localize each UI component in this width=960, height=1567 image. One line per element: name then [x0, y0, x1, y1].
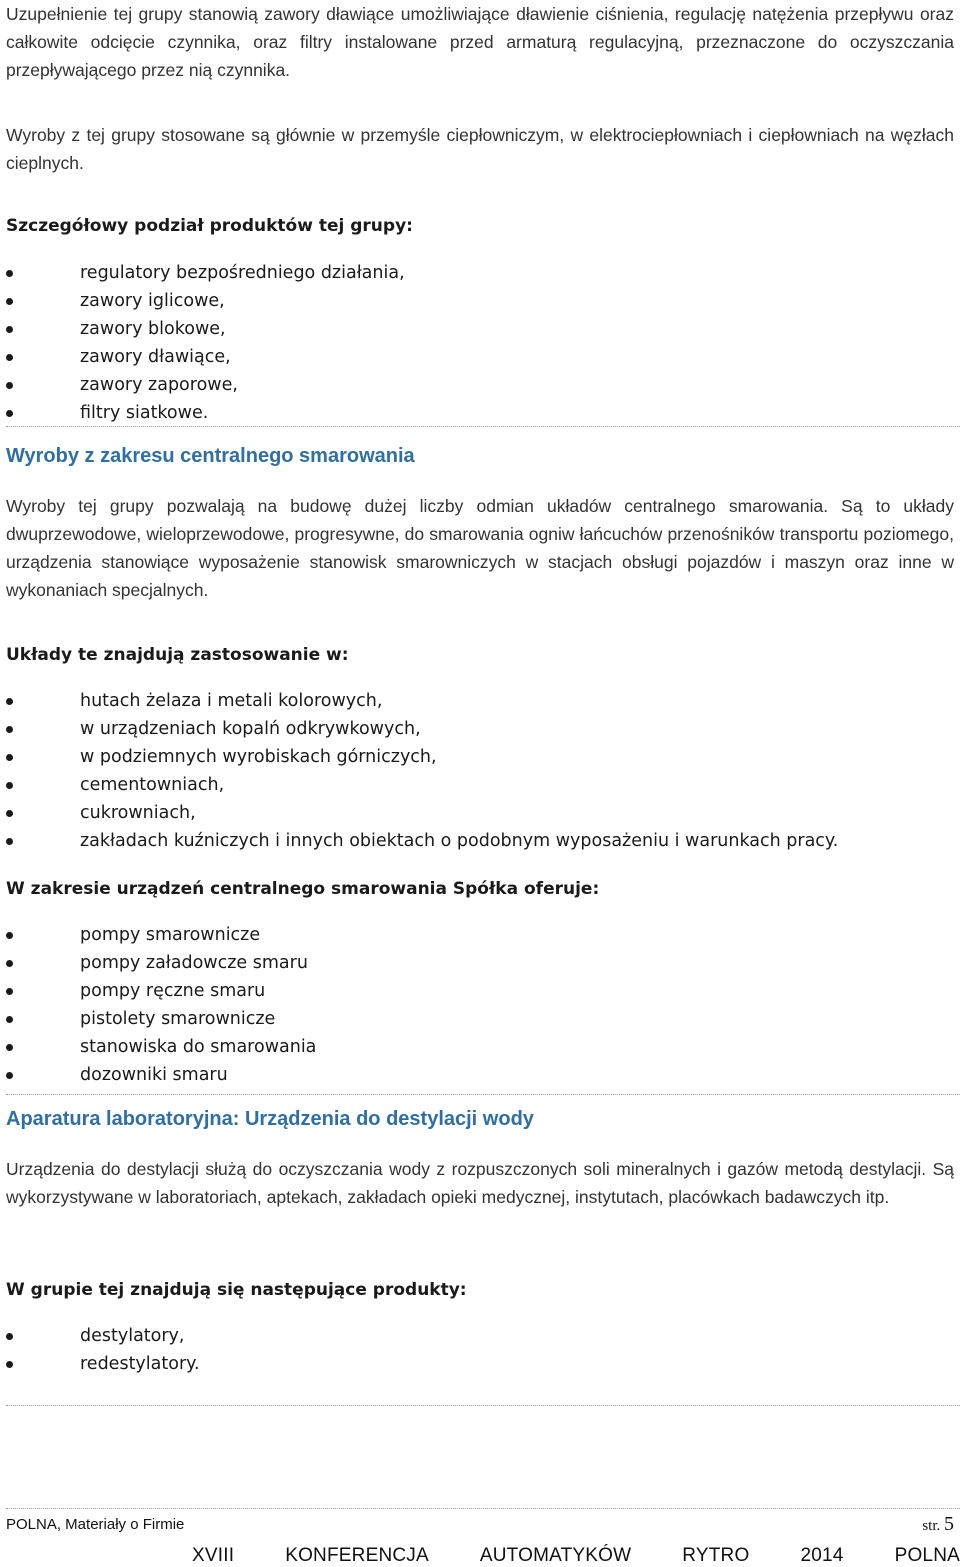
- bullet-icon: [6, 410, 13, 417]
- bullet-icon: [6, 726, 13, 733]
- bullet-icon: [6, 988, 13, 995]
- conference-word: XVIII: [192, 1545, 235, 1566]
- conference-word: RYTRO: [682, 1545, 750, 1566]
- conference-word: AUTOMATYKÓW: [479, 1545, 632, 1566]
- list-item: zawory iglicowe,: [6, 287, 405, 315]
- usage-paragraph: Wyroby z tej grupy stosowane są głównie w przemyśle ciepłowniczym, w elektrociepłowniach i ciepłowniach na węzłach cieplnych.: [6, 125, 954, 173]
- list-item: zawory dławiące,: [6, 343, 405, 371]
- bullet-icon: [6, 1044, 13, 1051]
- bullet-icon: [6, 932, 13, 939]
- bullet-icon: [6, 782, 13, 789]
- bullet-icon: [6, 838, 13, 845]
- section-divider: [6, 426, 960, 427]
- bullet-icon: [6, 1333, 13, 1340]
- conference-word: KONFERENCJA: [285, 1545, 429, 1566]
- lab-paragraph: Urządzenia do destylacji służą do oczyszczania wody z rozpuszczonych soli mineralnych i gazów metodą destylacji. Są wykorzystywane w laboratoriach, aptekach, zakładach opieki medycznej, instytutach, placówkach badawczych itp.: [6, 1159, 954, 1207]
- list-item: dozowniki smaru: [6, 1061, 316, 1089]
- section-title-lubrication: Wyroby z zakresu centralnego smarowania: [6, 445, 415, 467]
- list-item: pompy smarownicze: [6, 921, 316, 949]
- bullet-icon: [6, 1361, 13, 1368]
- bullet-icon: [6, 698, 13, 705]
- bullet-icon: [6, 754, 13, 761]
- list-item: cementowniach,: [6, 771, 838, 799]
- conference-line: [192, 1545, 960, 1567]
- list-item: regulatory bezpośredniego działania,: [6, 259, 405, 287]
- list-item: w urządzeniach kopalń odkrywkowych,: [6, 715, 838, 743]
- use-heading: Układy te znajdują zastosowanie w:: [6, 645, 349, 665]
- list-item: pistolety smarownicze: [6, 1005, 316, 1033]
- bullet-icon: [6, 270, 13, 277]
- page-number-value: 5: [944, 1513, 954, 1535]
- bullet-icon: [6, 382, 13, 389]
- bullet-icon: [6, 326, 13, 333]
- list-item: filtry siatkowe.: [6, 399, 405, 427]
- footer-company: POLNA, Materiały o Firmie: [6, 1516, 185, 1533]
- list-item: zakładach kuźniczych i innych obiektach o podobnym wyposażeniu i warunkach pracy.: [6, 827, 838, 855]
- section-title-lab: Aparatura laboratoryjna: Urządzenia do destylacji wody: [6, 1108, 534, 1130]
- footer-divider: [6, 1508, 960, 1509]
- conference-word: 2014: [800, 1545, 844, 1566]
- bullet-icon: [6, 1072, 13, 1079]
- conference-word: POLNA: [894, 1545, 960, 1566]
- intro-paragraph: Uzupełnienie tej grupy stanowią zawory dławiące umożliwiające dławienie ciśnienia, regulację natężenia przepływu oraz całkowite odcięcie czynnika, oraz filtry instalowane przed armaturą regulacyjną, przeznaczone do oczyszczania przepływającego przez nią czynnika.: [6, 4, 954, 80]
- list-item: pompy załadowcze smaru: [6, 949, 316, 977]
- application-list: [6, 687, 838, 855]
- bullet-icon: [6, 298, 13, 305]
- list-item: w podziemnych wyrobiskach górniczych,: [6, 743, 838, 771]
- bullet-icon: [6, 354, 13, 361]
- lubrication-paragraph: Wyroby tej grupy pozwalają na budowę dużej liczby odmian układów centralnego smarowania. Są to układy dwuprzewodowe, wieloprzewodowe, progresywne, do smarowania ogniw łańcuchów przenośników transportu poziomego, urządzenia stanowiące wyposażenie stanowisk smarowniczych w stacjach obsługi pojazdów i maszyn oraz inne w wykonaniach specjalnych.: [6, 496, 954, 600]
- list-item: hutach żelaza i metali kolorowych,: [6, 687, 838, 715]
- page-number: [922, 1513, 954, 1536]
- list-item: stanowiska do smarowania: [6, 1033, 316, 1061]
- offer-list: [6, 921, 316, 1089]
- offer-heading: W zakresie urządzeń centralnego smarowania Spółka oferuje:: [6, 879, 600, 899]
- bullet-icon: [6, 960, 13, 967]
- list-item: zawory blokowe,: [6, 315, 405, 343]
- detail-heading: Szczegółowy podział produktów tej grupy:: [6, 216, 413, 236]
- group-heading: W grupie tej znajdują się następujące produkty:: [6, 1280, 467, 1300]
- bullet-icon: [6, 1016, 13, 1023]
- distiller-list: [6, 1322, 200, 1378]
- bullet-icon: [6, 810, 13, 817]
- list-item: zawory zaporowe,: [6, 371, 405, 399]
- list-item: cukrowniach,: [6, 799, 838, 827]
- product-list-1: [6, 259, 405, 427]
- list-item: redestylatory.: [6, 1350, 200, 1378]
- list-item: destylatory,: [6, 1322, 200, 1350]
- section-divider: [6, 1094, 960, 1095]
- list-item: pompy ręczne smaru: [6, 977, 316, 1005]
- page-prefix: str.: [922, 1518, 941, 1534]
- section-divider: [6, 1405, 960, 1406]
